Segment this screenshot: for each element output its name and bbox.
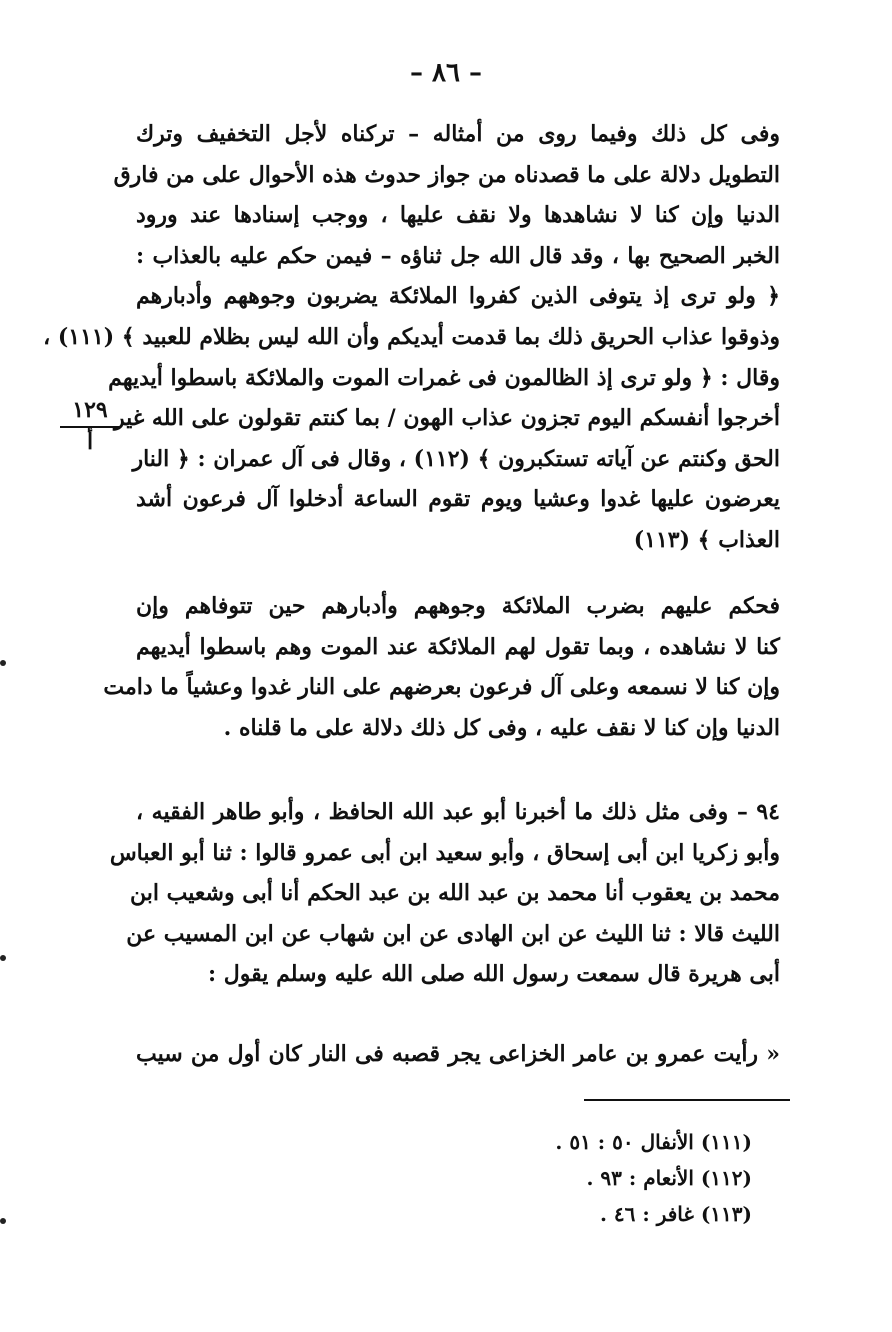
- text-line: محمد بن يعقوب أنا محمد بن عبد الله بن عبد الحكم أنا أبى وشعيب ابن: [130, 880, 780, 907]
- paragraph-2: [103, 586, 780, 748]
- text-line: أبى هريرة قال سمعت رسول الله صلى الله عليه وسلم يقول :: [208, 961, 780, 988]
- text-line: الليث قالا : ثنا الليث عن ابن الهادى عن ابن شهاب عن ابن المسيب عن: [126, 920, 780, 947]
- text-line: وأبو زكريا ابن أبى إسحاق ، وأبو سعيد ابن أبى عمرو قالوا : ثنا أبو العباس: [109, 839, 780, 866]
- folio-number: ١٢٩: [72, 397, 108, 423]
- text-line: الدنيا وإن كنا لا نشاهدها ولا نقف عليها ، ووجب إسنادها عند ورود: [136, 202, 780, 229]
- scan-speck: [0, 955, 6, 961]
- folio-side: أ: [86, 429, 94, 455]
- text-line: وإن كنا لا نسمعه وعلى آل فرعون بعرضهم على النار غدوا وعشياً ما دامت: [103, 674, 780, 701]
- text-line: الحق وكنتم عن آياته تستكبرون ﴾ (١١٢) ، وقال فى آل عمران : ﴿ النار: [132, 445, 780, 472]
- text-line: وذوقوا عذاب الحريق ذلك بما قدمت أيديكم وأن الله ليس بظلام للعبيد ﴾ (١١١) ،: [43, 323, 780, 350]
- footnote-separator: [584, 1099, 790, 1101]
- paragraph-4: [136, 1034, 780, 1075]
- footnote-113: (١١٣) غافر : ٤٦ .: [599, 1202, 752, 1226]
- folio-divider: [60, 426, 120, 428]
- footnote-112: (١١٢) الأنعام : ٩٣ .: [586, 1166, 752, 1190]
- manuscript-folio-note: [60, 396, 120, 454]
- text-line: فحكم عليهم بضرب الملائكة وجوههم وأدبارهم حين تتوفاهم وإن: [136, 593, 780, 619]
- text-line: الخبر الصحيح بها ، وقد قال الله جل ثناؤه – فيمن حكم عليه بالعذاب :: [136, 242, 780, 269]
- scan-speck: [0, 1218, 6, 1224]
- text-line: العذاب ﴾ (١١٣): [633, 526, 780, 553]
- text-line: يعرضون عليها غدوا وعشيا ويوم تقوم الساعة أدخلوا آل فرعون أشد: [136, 486, 780, 513]
- page-number: – ٨٦ –: [409, 58, 483, 88]
- paragraph-3: [109, 792, 780, 995]
- text-line: وفى كل ذلك وفيما روى من أمثاله – تركناه لأجل التخفيف وترك: [136, 121, 780, 147]
- text-line: ٩٤ – وفى مثل ذلك ما أخبرنا أبو عبد الله الحافظ ، وأبو طاهر الفقيه ،: [136, 799, 780, 825]
- text-line: أخرجوا أنفسكم اليوم تجزون عذاب الهون / بما كنتم تقولون على الله غير: [113, 405, 780, 432]
- footnotes: [392, 1124, 752, 1232]
- text-line: التطويل دلالة على ما قصدناه من جواز حدوث هذه الأحوال على من فارق: [113, 161, 780, 188]
- text-line: كنا لا نشاهده ، وبما تقول لهم الملائكة عند الموت وهم باسطوا أيديهم: [136, 633, 780, 660]
- text-line: « رأيت عمرو بن عامر الخزاعى يجر قصبه فى النار كان أول من سيب: [136, 1041, 780, 1067]
- text-line: ﴿ ولو ترى إذ يتوفى الذين كفروا الملائكة يضربون وجوههم وأدبارهم: [136, 283, 780, 310]
- text-line: وقال : ﴿ ولو ترى إذ الظالمون فى غمرات الموت والملائكة باسطوا أيديهم: [108, 364, 780, 391]
- scan-speck: [0, 660, 6, 666]
- footnote-111: (١١١) الأنفال ٥٠ : ٥١ .: [555, 1130, 752, 1154]
- text-line: الدنيا وإن كنا لا نقف عليه ، وفى كل ذلك دلالة على ما قلناه .: [223, 714, 780, 741]
